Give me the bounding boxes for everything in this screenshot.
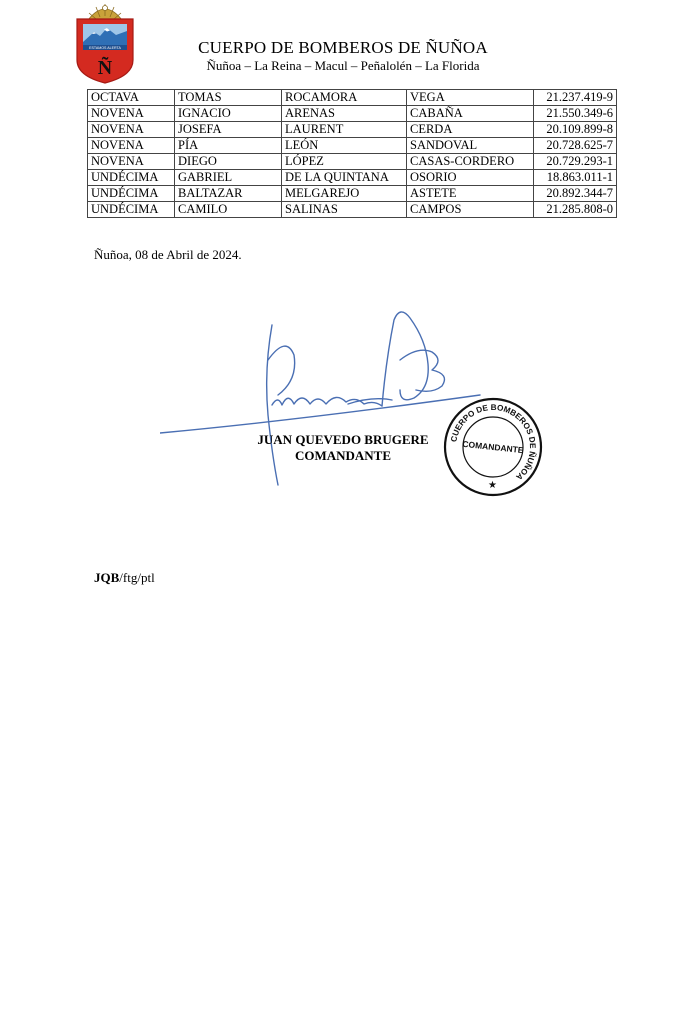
company-cell: NOVENA bbox=[88, 122, 175, 138]
crest-letter: Ñ bbox=[97, 57, 113, 79]
rut-cell: 20.728.625-7 bbox=[534, 138, 617, 154]
paternal-surname-cell: ROCAMORA bbox=[282, 90, 407, 106]
rut-cell: 20.729.293-1 bbox=[534, 154, 617, 170]
table-row bbox=[88, 138, 617, 154]
table-row bbox=[88, 106, 617, 122]
signer-title: COMANDANTE bbox=[294, 448, 392, 463]
rut-cell: 21.237.419-9 bbox=[534, 90, 617, 106]
signer-block bbox=[230, 432, 456, 464]
table-row bbox=[88, 202, 617, 218]
paternal-surname-cell: LAURENT bbox=[282, 122, 407, 138]
company-cell: NOVENA bbox=[88, 154, 175, 170]
roster-table bbox=[87, 89, 617, 218]
paternal-surname-cell: LEÓN bbox=[282, 138, 407, 154]
crest-crown bbox=[88, 4, 122, 20]
table-row bbox=[88, 170, 617, 186]
table-row bbox=[88, 122, 617, 138]
company-cell: NOVENA bbox=[88, 138, 175, 154]
maternal-surname-cell: CAMPOS bbox=[407, 202, 534, 218]
table-row bbox=[88, 154, 617, 170]
first-name-cell: CAMILO bbox=[175, 202, 282, 218]
initials-bold: JQB bbox=[94, 570, 120, 585]
letterhead bbox=[150, 38, 536, 74]
rut-cell: 20.892.344-7 bbox=[534, 186, 617, 202]
paternal-surname-cell: ARENAS bbox=[282, 106, 407, 122]
company-cell: UNDÉCIMA bbox=[88, 186, 175, 202]
table-row bbox=[88, 90, 617, 106]
paternal-surname-cell: SALINAS bbox=[282, 202, 407, 218]
organization-name: CUERPO DE BOMBEROS DE ÑUÑOA bbox=[198, 38, 488, 57]
stamp-ring-text: CUERPO DE BOMBEROS DE ÑUÑOA bbox=[449, 402, 538, 482]
crest-motto: ESTAMOS ALERTA bbox=[89, 46, 121, 50]
paternal-surname-cell: LÓPEZ bbox=[282, 154, 407, 170]
rut-cell: 21.285.808-0 bbox=[534, 202, 617, 218]
handwritten-signature bbox=[160, 300, 490, 500]
maternal-surname-cell: ASTETE bbox=[407, 186, 534, 202]
maternal-surname-cell: CABAÑA bbox=[407, 106, 534, 122]
rut-cell: 18.863.011-1 bbox=[534, 170, 617, 186]
first-name-cell: DIEGO bbox=[175, 154, 282, 170]
fire-department-crest-logo bbox=[74, 2, 136, 84]
first-name-cell: JOSEFA bbox=[175, 122, 282, 138]
initials-rest: /ftg/ptl bbox=[119, 570, 155, 585]
maternal-surname-cell: VEGA bbox=[407, 90, 534, 106]
official-stamp-seal bbox=[443, 397, 543, 497]
first-name-cell: BALTAZAR bbox=[175, 186, 282, 202]
maternal-surname-cell: SANDOVAL bbox=[407, 138, 534, 154]
first-name-cell: IGNACIO bbox=[175, 106, 282, 122]
company-cell: UNDÉCIMA bbox=[88, 202, 175, 218]
stamp-center-text: COMANDANTE bbox=[461, 438, 525, 456]
company-cell: OCTAVA bbox=[88, 90, 175, 106]
reference-initials bbox=[94, 570, 155, 586]
signer-name: JUAN QUEVEDO BRUGERE bbox=[257, 432, 429, 447]
date-line: Ñuñoa, 08 de Abril de 2024. bbox=[94, 247, 242, 262]
first-name-cell: PÍA bbox=[175, 138, 282, 154]
company-cell: UNDÉCIMA bbox=[88, 170, 175, 186]
first-name-cell: GABRIEL bbox=[175, 170, 282, 186]
company-cell: NOVENA bbox=[88, 106, 175, 122]
first-name-cell: TOMAS bbox=[175, 90, 282, 106]
maternal-surname-cell: CERDA bbox=[407, 122, 534, 138]
maternal-surname-cell: CASAS-CORDERO bbox=[407, 154, 534, 170]
maternal-surname-cell: OSORIO bbox=[407, 170, 534, 186]
rut-cell: 21.550.349-6 bbox=[534, 106, 617, 122]
paternal-surname-cell: MELGAREJO bbox=[282, 186, 407, 202]
rut-cell: 20.109.899-8 bbox=[534, 122, 617, 138]
table-row bbox=[88, 186, 617, 202]
paternal-surname-cell: DE LA QUINTANA bbox=[282, 170, 407, 186]
stamp-star-icon: ★ bbox=[488, 480, 497, 491]
communes-line: Ñuñoa – La Reina – Macul – Peñalolén – La Florida bbox=[206, 58, 480, 73]
